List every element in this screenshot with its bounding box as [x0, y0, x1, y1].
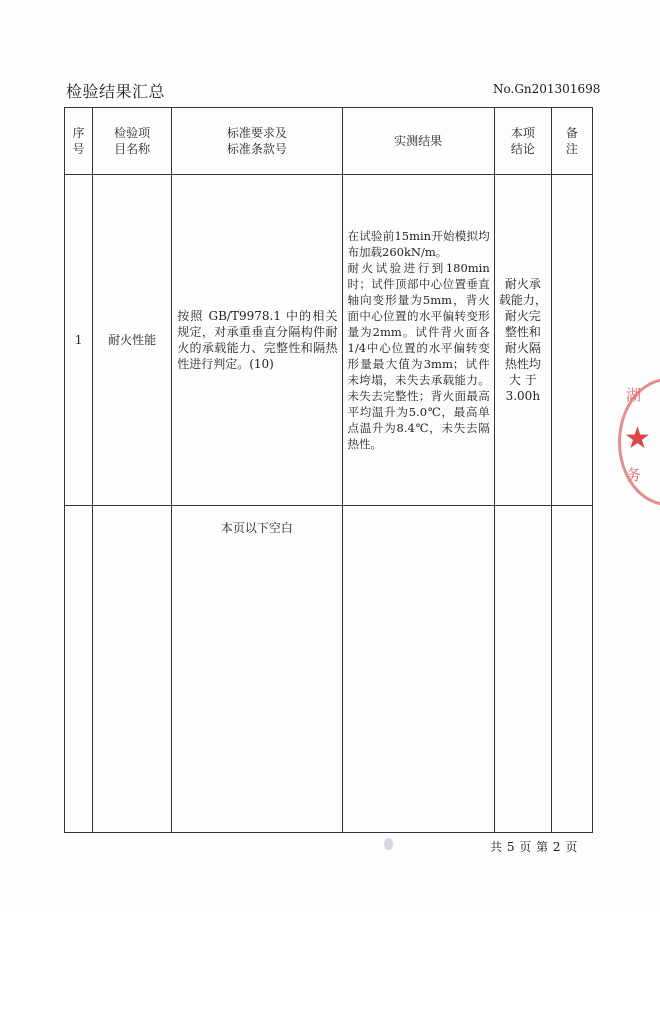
page-title: 检验结果汇总	[66, 82, 166, 101]
conclusion-text: 耐火承 载能力， 耐火完 整性和 耐火隔 热性均 大 于 3.00h	[498, 277, 547, 403]
seal-char-top: 湖	[626, 386, 642, 404]
blank-cell	[342, 506, 494, 833]
seal-star-icon: ★	[624, 421, 651, 456]
header-measured: 实测结果	[342, 108, 494, 175]
blank-page-note: 本页以下空白	[220, 521, 293, 535]
cell-note	[551, 175, 592, 506]
blank-cell	[93, 506, 172, 833]
table-row	[65, 175, 593, 506]
header-note: 备 注	[551, 108, 592, 175]
blank-cell	[65, 506, 93, 833]
result-table	[64, 107, 593, 833]
cell-measured	[342, 175, 494, 506]
header-item-name: 检验项 目名称	[93, 108, 172, 175]
cell-item-name: 耐火性能	[93, 175, 172, 506]
blank-cell	[172, 506, 342, 833]
report-number: No.Gn201301698	[493, 82, 601, 96]
cell-seq: 1	[65, 175, 93, 506]
official-seal-icon	[618, 378, 660, 506]
cell-standard	[172, 175, 342, 506]
table-header-row	[65, 108, 593, 175]
measured-text: 在试验前15min开始模拟均布加载260kN/m。 耐火试验进行到180min时；试件顶部中心位置垂直轴向变形量为5mm，背火面中心位置的水平偏转变形量为2mm。试件背火面各1/4中心位置的水平偏转变形量最大值为3mm；试件未垮塌，未失去承载能力。未失去完整性；背火面最高平均温升为5.0℃，最高单点温升为8.4℃，未失去隔热性。	[347, 229, 490, 451]
header-conclusion: 本项 结论	[494, 108, 551, 175]
header-standard: 标准要求及 标准条款号	[172, 108, 342, 175]
header-seq: 序 号	[65, 108, 93, 175]
standard-text: 按照 GB/T9978.1 中的相关规定，对承重垂直分隔构件耐火的承载能力、完整性和隔热性进行判定。(10)	[177, 309, 338, 371]
blank-cell	[494, 506, 551, 833]
table-row-blank	[65, 506, 593, 833]
page-count: 共 5 页 第 2 页	[490, 840, 578, 854]
blank-cell	[551, 506, 592, 833]
cell-conclusion	[494, 175, 551, 506]
seal-char-bottom: 务	[626, 466, 642, 484]
scan-smudge	[384, 838, 393, 850]
